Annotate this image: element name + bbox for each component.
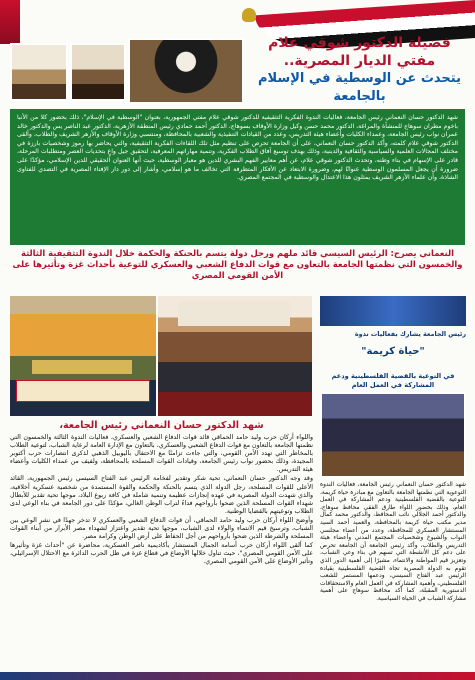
body-paragraph: وأوضح اللواء أركان حرب وليد حامد الحماقي، أن قوات الدفاع الشعبي والعسكري لا تدخر جهدًا في نشر الوعي بين الشباب، وترسيخ قيم الانتماء والولاء لدى الشباب، موجها تحية تقدير واعتزاز لشهداء مصر الأبرار من أبناء القوات المسلحة والشرطة الذين ضحوا بأرواحهم من أجل الحفاظ على أرض الوطن وكرامة مصر. — [10, 516, 313, 541]
photo-banner-top — [32, 360, 132, 374]
side-quote-title: "حياة كريمة" — [361, 346, 425, 357]
body-paragraph: وقد وجه الدكتور حسان النعماني، تحية شكر وتقدير لفخامة الرئيس عبد الفتاح السيسي رئيس الجمهورية، القائد الأعلى للقوات المسلحة، رجل الدولة الذي يتسم بالحنكة والحكمة والقوة المستمدة من شخصية عسكرية أخلاقية، والذي شهدت الدولة المصرية في عهده إنجازات عظيمة وتنمية شاملة في كافة ربوع البلاد، موجها تحية تقدير للأبطال شهداء القوات المسلحة الذين ضحوا بأرواحهم فداءً لتراب الوطن الغالي، مؤكدًا على دور الجامعة في بناء الوعي لدى الطلاب وتوعيتهم بالقضايا الوطنية. — [10, 475, 313, 515]
photo-grand-mufti — [128, 38, 244, 104]
red-corner-ribbon — [0, 0, 20, 44]
body-paragraph: كما ألقى اللواء أركان حرب أسامة الجمال المستشار بأكاديمية ناصر العسكرية، محاضرة عن "أحداث غزة وتأثيرها على الأمن القومي المصري"، حيث تناول خلالها الأوضاع في قطاع غزة في ظل الحرب الدائرة مع الاحتلال الإسرائيلي، وتأثير الأوضاع على الأمن القومي المصري. — [10, 542, 313, 566]
body-paragraph: واللواء أركان حرب وليد حامد الحماقي قائد قوات الدفاع الشعبي والعسكري، فعاليات الندوة الثالثة والخمسون التي نظمتها الجامعة بالتعاون مع قوات الدفاع الشعبي والعسكري، بالتعاون مع الإدارة العامة لرعاية الشباب، لتوعية الطلاب بالمخاطر التي تهدد الأمن القومي، والتي جاءت تزامنًا مع الاحتفال باليوبيل الذهبي لذكرى انتصارات حرب أكتوبر المجيدة، وذلك بحضور نواب رئيس الجامعة، وقيادات القوات المسلحة بالمحافظة، ولفيف من عمداء الكليات وأعضاء هيئة التدريس. — [10, 434, 313, 474]
green-article-box: شهد الدكتور حسان النعماني رئيس الجامعة، فعاليات الندوة الفكرية التثقيفية للدكتور شوقي علام مفتي الجمهورية، بعنوان "الوسطية في الإسلام"، ذلك بحضور كلا من الأنبا باخوم مطران سوهاج للمنشأة والمراغة، الدكتور محمد حسن وكيل وزارة الأوقاف بسوهاج، الدكتور أحمد حمادي رئيس المنطقة الأزهرية، الدكتور عبد الناصر يس والدكتور خالد عمران نواب رئيس الجامعة، وعمداء الكليات وأعضاء هيئة التدريس، وعدد من القيادات التنفيذية والشعبية بالمحافظة، ومنتسبي وزارة الأوقاف والأزهر الشريف والطلاب، وألقى الدكتور شوقي علام كلمته، وأكد الدكتور حسان النعماني، على أن الجامعة تحرص على تنظيم مثل تلك اللقاءات الفكرية التثقيفية، والتي يحاضر بها رموز وشخصيات بارزة في مختلف المجالات العلمية والسياسية والثقافية والدينية، وذلك بهدف توسيع آفاق الطلاب الفكرية، وتنمية مهاراتهم المعرفية، لتحقيق جيل واعٍ بتحديات العصر ومتطلبات المرحلة، قادر على الإسهام في بناء وطنه، وتحدث الدكتور شوقي علام، عن أهم معايير الفهم البشري للدين هو معيار الوسطية، حيث أنها العنوان الحقيقي للدين الإسلامي، مؤكدًا على ضرورة أن يجعل المسلمون الوسطية عنوانًا لهم، وضرورة الابتعاد عن الأفكار المتطرفة التي تخالف ما هو إسلامي، وأشار إلى دور دار الإفتاء المصرية في التصدي للفتاوى الشاذة، وأن علماء الأزهر الشريف يمثلون هذا الاعتدال والوسطية في المجتمع المصري. — [10, 109, 465, 245]
eagle-emblem-icon — [242, 8, 256, 22]
side-article-text: شهد الدكتور حسان النعماني رئيس الجامعة، فعاليات الندوة التوعوية التي نظمتها الجامعة بالتعاون مع مبادرة حياة كريمة، للتوعية بالقضية الفلسطينية ودعم المشاركة في العمل العام، وذلك بحضور اللواء طارق الفقي محافظ سوهاج، والدكتور أحمد الجلالي نائب المحافظ، والدكتور محمد كمال مدير مكتب حياة كريمة بالمحافظة، والعميد أحمد السيد المستشار العسكري للمحافظة، وعدد من أعضاء مجلسي النواب والشيوخ وشخصيات المجتمع المدني وأعضاء هيئة التدريس والطلاب، وأكد رئيس الجامعة أن الجامعة تحرص على دعم كل الأنشطة التي تسهم في بناء وعي الشباب، وتعزيز قيم المواطنة والانتماء، مشيرًا إلى أهمية الدور الذي تقوم به الدولة المصرية تجاه القضية الفلسطينية بقيادة الرئيس عبد الفتاح السيسي، ودعمها المستمر للشعب الفلسطيني، وأهمية المشاركة في العمل العام والاستحقاقات الدستورية المقبلة، كما أكد محافظ سوهاج على أهمية مشاركة الشباب في الحياة السياسية. — [320, 482, 466, 602]
side-subtitle: في التوعية بالقضية الفلسطينية ودعم المشاركة في العمل العام — [331, 372, 455, 390]
red-article-title: النعماني يصرح: الرئيس السيسي قائد ملهم ورجل دولة يتسم بالحنكة والحكمة خلال الندوة التثقيفية الثالثة والخمسون التي نظمتها الجامعة بالتعاون مع قوات الدفاع الشعبي والعسكري للتوعية بأحداث غزة وتأثيرها على الأمن القومي المصري — [12, 248, 463, 280]
photo-military-award — [10, 296, 156, 416]
photo-banner-bottom — [16, 380, 150, 402]
headline-line-1: فضيلة الدكتور شوقي علام — [268, 35, 451, 51]
photo-side-banner — [320, 296, 466, 326]
photo-conference-hall — [158, 296, 312, 416]
page-headline — [252, 34, 467, 106]
bottom-border — [0, 672, 475, 680]
photo-officials-seated — [70, 43, 126, 101]
photo-side-event — [320, 392, 466, 478]
photo-hall-stage — [178, 302, 290, 326]
article-body — [10, 434, 313, 568]
headline-line-3: يتحدث عن الوسطية في الإسلام بالجامعة — [258, 71, 461, 104]
headline-line-2: مفتي الديار المصرية.. — [283, 53, 436, 69]
photo-officials-table — [10, 43, 68, 101]
article-subheading: شهد الدكتور حسان النعماني رئيس الجامعة، — [59, 420, 264, 431]
side-caption: رئيس الجامعة يشارك بفعاليات ندوة — [354, 330, 466, 338]
